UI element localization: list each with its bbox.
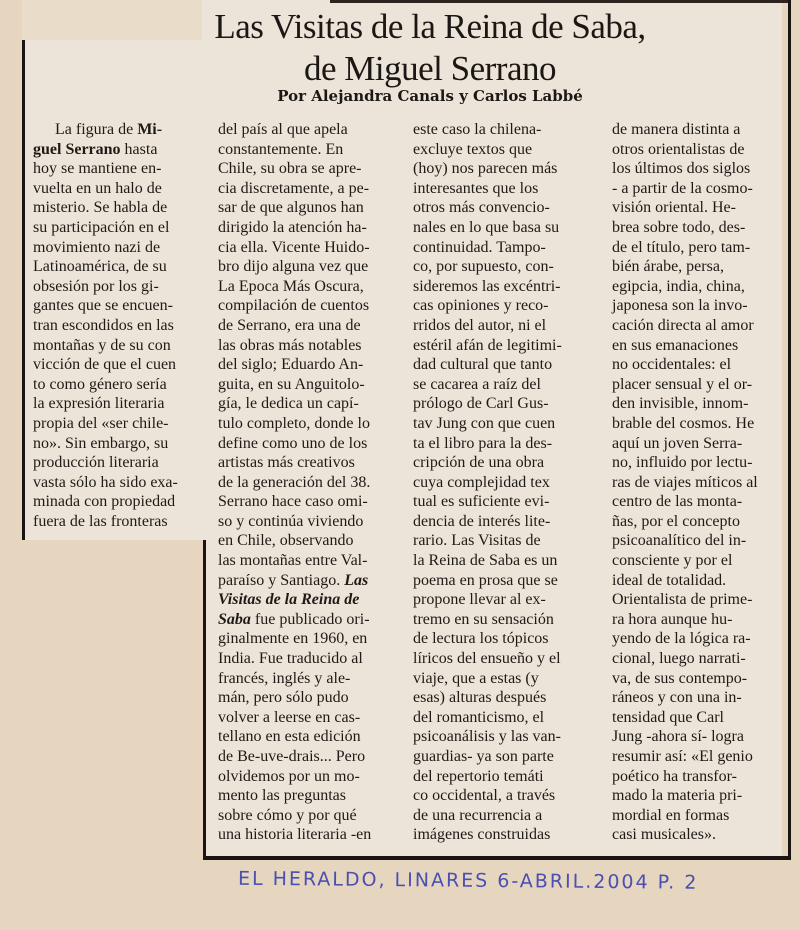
text-line: cia ella. Vicente Huido-: [218, 238, 370, 256]
text-line: líricos del ensueño y el: [413, 650, 561, 668]
text-line: poético ha transfor-: [612, 767, 737, 785]
text-line: guita, en su Anguitolo-: [218, 375, 365, 393]
text-line: brable del cosmos. He: [612, 414, 755, 432]
text-line: del siglo; Eduardo An-: [218, 356, 364, 374]
text-line: tran escondidos en las: [33, 316, 174, 334]
text-line: no occidentales: el: [612, 356, 732, 374]
text-line: dad cultural que tanto: [413, 356, 553, 374]
text-line: guardias- ya son parte: [413, 748, 554, 765]
text-segment: hasta: [120, 140, 158, 158]
text-line: rridos del autor, ni el: [413, 316, 547, 334]
text-line: [33, 120, 201, 140]
text-line: ñas, por el concepto: [612, 512, 740, 530]
text-line: cuya complejidad tex: [413, 473, 550, 491]
text-line: rario. Las Visitas de: [413, 532, 541, 550]
text-line: obsesión por los gi-: [33, 277, 159, 295]
text-line: ras de viajes míticos al: [612, 473, 758, 491]
text-line: se cacarea a raíz del: [413, 375, 541, 393]
text-line: montañas y de su con: [33, 336, 171, 354]
text-line: Chile, su obra se apre-: [218, 160, 362, 178]
text-line: otros orientalistas de: [612, 140, 745, 158]
text-line: mordial en formas: [612, 806, 730, 824]
text-line: artistas más creativos: [218, 454, 355, 472]
text-line: la Reina de Saba es un: [413, 552, 558, 570]
text-line: viaje, que a estas (y: [413, 669, 539, 687]
text-line: japonesa son la invo-: [612, 297, 748, 315]
text-line: visión oriental. He-: [612, 199, 736, 217]
text-line: [218, 571, 394, 591]
text-line: vasta sólo ha sido exa-: [33, 473, 178, 491]
text-line: gantes que se encuen-: [33, 297, 173, 315]
text-line: fuera de las fronteras: [33, 512, 168, 530]
text-line: dirigido la atención ha-: [218, 218, 367, 236]
text-line: su participación en el: [33, 218, 170, 236]
article-column-3: [413, 120, 593, 845]
text-line: Latinoamérica, de su: [33, 258, 167, 276]
text-line: ideal de totalidad.: [612, 571, 727, 589]
text-line: esas) alturas después: [413, 689, 547, 707]
text-line: de lectura los tópicos: [413, 630, 549, 648]
italic-book-title: Las: [344, 571, 369, 589]
text-line: [33, 140, 201, 160]
text-line: de Be-uve-drais... Pero: [218, 748, 366, 765]
text-segment: La figura de: [55, 121, 138, 138]
text-line: de Serrano, era una de: [218, 316, 361, 334]
text-line: producción literaria: [33, 454, 159, 472]
text-line: tensidad que Carl: [612, 708, 724, 726]
italic-book-title: Saba: [218, 610, 251, 628]
text-line: bro dijo alguna vez que: [218, 258, 369, 276]
text-line: co occidental, a través: [413, 787, 556, 805]
text-line: hoy se mantiene en-: [33, 160, 162, 178]
text-line: estéril afán de legitimi-: [413, 336, 562, 354]
article-column-4: [612, 120, 782, 845]
text-line: propia del «ser chile-: [33, 414, 169, 432]
text-line: (hoy) nos parecen más: [413, 160, 558, 178]
text-line: volver a leerse en cas-: [218, 708, 361, 726]
inner-border-rule: [203, 540, 206, 858]
text-line: excluye textos que: [413, 140, 533, 158]
text-line: de la generación del 38.: [218, 473, 371, 491]
text-line: continuidad. Tampo-: [413, 238, 546, 256]
article-byline: Por Alejandra Canals y Carlos Labbé: [277, 87, 583, 105]
text-line: las montañas entre Val-: [218, 552, 368, 570]
text-line: propone llevar al ex-: [413, 591, 546, 609]
text-line: tual es suficiente evi-: [413, 493, 550, 511]
text-line: casi musicales».: [612, 826, 716, 844]
text-line: francés, inglés y ale-: [218, 669, 351, 687]
text-line: cional, luego narrati-: [612, 650, 746, 668]
text-line: poema en prosa que se: [413, 571, 558, 589]
text-line: no». Sin embargo, su: [33, 434, 169, 452]
text-line: otros más convencio-: [413, 199, 550, 217]
text-line: India. Fue traducido al: [218, 650, 363, 668]
text-segment: fue publicado ori-: [250, 610, 370, 628]
text-line: psicoanálisis y las van-: [413, 728, 561, 746]
text-line: yendo de la lógica ra-: [612, 630, 751, 648]
text-line: brea sobre todo, des-: [612, 218, 746, 236]
text-line: ginalmente en 1960, en: [218, 630, 368, 648]
bold-author-name: guel Serrano: [33, 140, 121, 158]
text-line: Serrano hace caso omi-: [218, 493, 368, 511]
text-line: mento las preguntas: [218, 787, 346, 805]
text-line: cia discretamente, a pe-: [218, 179, 370, 197]
text-line: misterio. Se habla de: [33, 199, 168, 217]
right-border-rule: [788, 0, 791, 860]
article-headline: [150, 6, 710, 90]
article-column-1: [33, 120, 201, 531]
bottom-border-rule: [203, 856, 788, 860]
text-line: mán, pero sólo pudo: [218, 689, 349, 707]
text-line: una historia literaria -en: [218, 826, 372, 844]
article-column-2: [218, 120, 394, 845]
text-line: den invisible, innom-: [612, 395, 749, 413]
text-line: dencia de interés lite-: [413, 512, 551, 530]
text-line: imágenes construidas: [413, 826, 551, 844]
text-line: la expresión literaria: [33, 395, 165, 413]
text-line: este caso la chilena-: [413, 121, 542, 138]
text-line: interesantes que los: [413, 179, 539, 197]
text-segment: paraíso y Santiago.: [218, 571, 345, 589]
text-line: ra hora aunque hu-: [612, 610, 733, 628]
text-line: consciente y por el: [612, 552, 733, 570]
text-line: La Epoca Más Oscura,: [218, 277, 364, 295]
text-line: cación directa al amor: [612, 316, 754, 334]
text-line: define como uno de los: [218, 434, 368, 452]
text-line: del repertorio temáti: [413, 767, 544, 785]
text-line: de el título, pero tam-: [612, 238, 751, 256]
text-line: mado la materia pri-: [612, 787, 743, 805]
top-border-rule: [330, 0, 790, 3]
text-line: del romanticismo, el: [413, 708, 545, 726]
text-line: centro de las monta-: [612, 493, 743, 511]
text-line: placer sensual y el or-: [612, 375, 753, 393]
left-border-rule: [22, 40, 25, 540]
text-line: to como género sería: [33, 375, 167, 393]
text-line: sar de que algunos han: [218, 199, 364, 217]
text-line: de manera distinta a: [612, 121, 741, 138]
text-line: tav Jung con que cuen: [413, 414, 556, 432]
text-line: [218, 590, 394, 610]
headline-line-2: de Miguel Serrano: [304, 49, 556, 88]
text-line: constantemente. En: [218, 140, 344, 158]
text-line: las obras más notables: [218, 336, 362, 354]
text-line: tremo en su sensación: [413, 610, 554, 628]
text-line: tellano en esta edición: [218, 728, 361, 746]
text-line: aquí un joven Serra-: [612, 434, 743, 452]
text-line: del país al que apela: [218, 121, 348, 138]
text-line: en Chile, observando: [218, 532, 354, 550]
text-line: vicción de que el cuen: [33, 356, 177, 374]
text-line: ta el libro para la des-: [413, 434, 553, 452]
bold-author-name: Mi-: [137, 121, 163, 138]
text-line: egipcia, india, china,: [612, 277, 745, 295]
text-line: va, de sus contempo-: [612, 669, 748, 687]
text-line: los últimos dos siglos: [612, 160, 751, 178]
italic-book-title: Visitas de la Reina de: [218, 591, 360, 609]
text-line: resumir así: «El genio: [612, 748, 753, 765]
text-line: tulo completo, donde lo: [218, 414, 370, 432]
text-line: psicoanalítico del in-: [612, 532, 747, 550]
text-line: [218, 610, 394, 630]
text-line: - a partir de la cosmo-: [612, 179, 753, 197]
text-line: cripción de una obra: [413, 454, 545, 472]
text-line: prólogo de Carl Gus-: [413, 395, 549, 413]
text-line: cas opiniones y reco-: [413, 297, 549, 315]
text-line: movimiento nazi de: [33, 238, 161, 256]
text-line: no, influido por lectu-: [612, 454, 753, 472]
text-line: Jung -ahora sí- logra: [612, 728, 744, 746]
text-line: bién árabe, persa,: [612, 258, 724, 276]
text-line: co, por supuesto, con-: [413, 258, 554, 276]
text-line: sobre cómo y por qué: [218, 806, 357, 824]
text-line: compilación de cuentos: [218, 297, 370, 315]
text-line: so y continúa viviendo: [218, 512, 364, 530]
text-line: gía, le dedica un capí-: [218, 395, 359, 413]
text-line: de una recurrencia a: [413, 806, 543, 824]
text-line: nales en lo que basa su: [413, 218, 560, 236]
text-line: vuelta en un halo de: [33, 179, 162, 197]
clipping-cutout-area: [0, 540, 205, 930]
text-line: minada con propiedad: [33, 493, 176, 511]
headline-line-1: Las Visitas de la Reina de Saba,: [214, 7, 646, 46]
text-line: olvidemos por un mo-: [218, 767, 360, 785]
handwritten-source-note: EL HERALDO, LINARES 6-ABRIL.2004 P. 2: [237, 867, 699, 894]
text-line: Orientalista de prime-: [612, 591, 753, 609]
text-line: sideremos las excéntri-: [413, 277, 561, 295]
text-line: en sus emanaciones: [612, 336, 739, 354]
text-line: ráneos y con una in-: [612, 689, 742, 707]
